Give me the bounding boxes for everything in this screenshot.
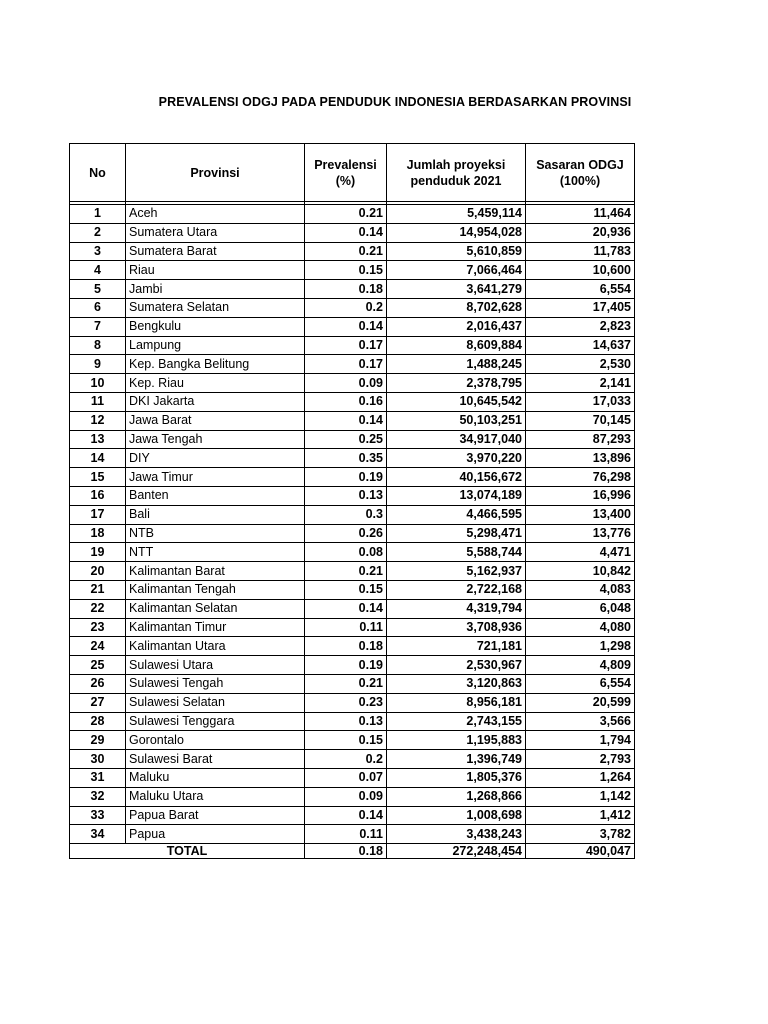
cell-sasaran: 4,471 bbox=[526, 543, 635, 562]
cell-jumlah: 1,488,245 bbox=[387, 355, 526, 374]
cell-jumlah: 1,008,698 bbox=[387, 806, 526, 825]
cell-sasaran: 6,048 bbox=[526, 599, 635, 618]
cell-no: 4 bbox=[70, 261, 126, 280]
table-row bbox=[70, 486, 635, 505]
cell-sasaran: 4,809 bbox=[526, 656, 635, 675]
cell-no: 27 bbox=[70, 693, 126, 712]
cell-no: 25 bbox=[70, 656, 126, 675]
header-sasaran bbox=[526, 144, 635, 202]
table-row bbox=[70, 787, 635, 806]
cell-no: 3 bbox=[70, 242, 126, 261]
table-row bbox=[70, 336, 635, 355]
cell-provinsi: Aceh bbox=[126, 205, 305, 224]
cell-jumlah: 4,466,595 bbox=[387, 505, 526, 524]
cell-jumlah: 2,016,437 bbox=[387, 317, 526, 336]
table-row bbox=[70, 505, 635, 524]
cell-prevalensi: 0.11 bbox=[305, 618, 387, 637]
cell-jumlah: 8,702,628 bbox=[387, 298, 526, 317]
cell-no: 9 bbox=[70, 355, 126, 374]
cell-no: 17 bbox=[70, 505, 126, 524]
cell-provinsi: Kalimantan Utara bbox=[126, 637, 305, 656]
table-row bbox=[70, 242, 635, 261]
table-row bbox=[70, 656, 635, 675]
cell-provinsi: Sumatera Selatan bbox=[126, 298, 305, 317]
cell-sasaran: 20,599 bbox=[526, 693, 635, 712]
cell-jumlah: 14,954,028 bbox=[387, 223, 526, 242]
cell-no: 30 bbox=[70, 750, 126, 769]
cell-no: 29 bbox=[70, 731, 126, 750]
table-row bbox=[70, 618, 635, 637]
cell-sasaran: 10,600 bbox=[526, 261, 635, 280]
total-prevalensi: 0.18 bbox=[305, 844, 387, 859]
cell-prevalensi: 0.21 bbox=[305, 562, 387, 581]
cell-no: 34 bbox=[70, 825, 126, 844]
cell-provinsi: Sumatera Utara bbox=[126, 223, 305, 242]
header-provinsi bbox=[126, 144, 305, 202]
table-row bbox=[70, 374, 635, 393]
cell-provinsi: Sulawesi Tengah bbox=[126, 674, 305, 693]
header-prevalensi-line2: (%) bbox=[335, 173, 356, 188]
cell-provinsi: Kalimantan Tengah bbox=[126, 580, 305, 599]
cell-prevalensi: 0.09 bbox=[305, 787, 387, 806]
cell-no: 21 bbox=[70, 580, 126, 599]
cell-prevalensi: 0.18 bbox=[305, 637, 387, 656]
cell-prevalensi: 0.17 bbox=[305, 355, 387, 374]
table-row bbox=[70, 674, 635, 693]
cell-provinsi: Papua Barat bbox=[126, 806, 305, 825]
cell-prevalensi: 0.17 bbox=[305, 336, 387, 355]
cell-sasaran: 16,996 bbox=[526, 486, 635, 505]
cell-provinsi: Sulawesi Barat bbox=[126, 750, 305, 769]
table-row bbox=[70, 317, 635, 336]
table-row bbox=[70, 468, 635, 487]
table-row bbox=[70, 449, 635, 468]
cell-jumlah: 3,970,220 bbox=[387, 449, 526, 468]
cell-prevalensi: 0.14 bbox=[305, 223, 387, 242]
cell-no: 6 bbox=[70, 298, 126, 317]
cell-jumlah: 3,438,243 bbox=[387, 825, 526, 844]
cell-jumlah: 5,588,744 bbox=[387, 543, 526, 562]
cell-no: 1 bbox=[70, 205, 126, 224]
table-row bbox=[70, 430, 635, 449]
cell-sasaran: 14,637 bbox=[526, 336, 635, 355]
cell-sasaran: 13,400 bbox=[526, 505, 635, 524]
table-row bbox=[70, 637, 635, 656]
table-row bbox=[70, 543, 635, 562]
table-row bbox=[70, 806, 635, 825]
header-jumlah bbox=[387, 144, 526, 202]
prevalence-table bbox=[69, 143, 635, 859]
cell-sasaran: 10,842 bbox=[526, 562, 635, 581]
cell-no: 20 bbox=[70, 562, 126, 581]
cell-sasaran: 2,530 bbox=[526, 355, 635, 374]
header-sasaran-line1: Sasaran ODGJ bbox=[536, 157, 624, 172]
cell-jumlah: 34,917,040 bbox=[387, 430, 526, 449]
cell-prevalensi: 0.11 bbox=[305, 825, 387, 844]
cell-sasaran: 20,936 bbox=[526, 223, 635, 242]
cell-provinsi: Jawa Timur bbox=[126, 468, 305, 487]
cell-jumlah: 4,319,794 bbox=[387, 599, 526, 618]
table-row bbox=[70, 562, 635, 581]
cell-prevalensi: 0.19 bbox=[305, 656, 387, 675]
cell-provinsi: Bengkulu bbox=[126, 317, 305, 336]
table-row bbox=[70, 825, 635, 844]
cell-no: 33 bbox=[70, 806, 126, 825]
cell-provinsi: DIY bbox=[126, 449, 305, 468]
cell-prevalensi: 0.25 bbox=[305, 430, 387, 449]
table-body bbox=[70, 202, 635, 844]
table-row bbox=[70, 599, 635, 618]
cell-sasaran: 1,794 bbox=[526, 731, 635, 750]
cell-jumlah: 5,162,937 bbox=[387, 562, 526, 581]
cell-prevalensi: 0.14 bbox=[305, 599, 387, 618]
header-jumlah-line2: penduduk 2021 bbox=[410, 173, 502, 188]
cell-jumlah: 5,298,471 bbox=[387, 524, 526, 543]
header-prevalensi-line1: Prevalensi bbox=[314, 157, 377, 172]
cell-provinsi: Sulawesi Utara bbox=[126, 656, 305, 675]
table-row bbox=[70, 392, 635, 411]
header-sasaran-line2: (100%) bbox=[559, 173, 601, 188]
cell-provinsi: Jambi bbox=[126, 280, 305, 299]
cell-sasaran: 2,793 bbox=[526, 750, 635, 769]
cell-sasaran: 4,080 bbox=[526, 618, 635, 637]
cell-prevalensi: 0.35 bbox=[305, 449, 387, 468]
table-row bbox=[70, 750, 635, 769]
cell-jumlah: 3,708,936 bbox=[387, 618, 526, 637]
cell-jumlah: 50,103,251 bbox=[387, 411, 526, 430]
header-jumlah-line1: Jumlah proyeksi bbox=[406, 157, 506, 172]
table-row bbox=[70, 768, 635, 787]
cell-provinsi: Maluku Utara bbox=[126, 787, 305, 806]
cell-provinsi: Kep. Riau bbox=[126, 374, 305, 393]
cell-jumlah: 5,459,114 bbox=[387, 205, 526, 224]
cell-prevalensi: 0.14 bbox=[305, 411, 387, 430]
cell-prevalensi: 0.19 bbox=[305, 468, 387, 487]
cell-jumlah: 3,641,279 bbox=[387, 280, 526, 299]
cell-prevalensi: 0.26 bbox=[305, 524, 387, 543]
cell-sasaran: 11,783 bbox=[526, 242, 635, 261]
cell-no: 11 bbox=[70, 392, 126, 411]
cell-prevalensi: 0.14 bbox=[305, 806, 387, 825]
cell-provinsi: Kalimantan Timur bbox=[126, 618, 305, 637]
cell-sasaran: 1,412 bbox=[526, 806, 635, 825]
cell-sasaran: 17,405 bbox=[526, 298, 635, 317]
cell-provinsi: Riau bbox=[126, 261, 305, 280]
total-label: TOTAL bbox=[70, 844, 305, 859]
cell-no: 24 bbox=[70, 637, 126, 656]
cell-sasaran: 1,142 bbox=[526, 787, 635, 806]
table-row bbox=[70, 693, 635, 712]
cell-provinsi: NTB bbox=[126, 524, 305, 543]
cell-provinsi: Jawa Barat bbox=[126, 411, 305, 430]
cell-jumlah: 1,805,376 bbox=[387, 768, 526, 787]
page-title: PREVALENSI ODGJ PADA PENDUDUK INDONESIA BERDASARKAN PROVINSI bbox=[158, 95, 632, 109]
header-provinsi-label: Provinsi bbox=[190, 165, 240, 180]
header-no bbox=[70, 144, 126, 202]
table-row bbox=[70, 223, 635, 242]
table-header bbox=[70, 144, 635, 202]
cell-jumlah: 10,645,542 bbox=[387, 392, 526, 411]
cell-sasaran: 17,033 bbox=[526, 392, 635, 411]
cell-prevalensi: 0.2 bbox=[305, 750, 387, 769]
cell-sasaran: 13,896 bbox=[526, 449, 635, 468]
cell-no: 14 bbox=[70, 449, 126, 468]
cell-sasaran: 4,083 bbox=[526, 580, 635, 599]
table-row bbox=[70, 731, 635, 750]
cell-provinsi: Lampung bbox=[126, 336, 305, 355]
cell-no: 23 bbox=[70, 618, 126, 637]
table-row bbox=[70, 524, 635, 543]
cell-prevalensi: 0.13 bbox=[305, 712, 387, 731]
cell-jumlah: 1,396,749 bbox=[387, 750, 526, 769]
cell-provinsi: Banten bbox=[126, 486, 305, 505]
cell-provinsi: Papua bbox=[126, 825, 305, 844]
total-row bbox=[70, 844, 635, 859]
cell-prevalensi: 0.15 bbox=[305, 261, 387, 280]
cell-sasaran: 11,464 bbox=[526, 205, 635, 224]
cell-provinsi: Jawa Tengah bbox=[126, 430, 305, 449]
cell-prevalensi: 0.13 bbox=[305, 486, 387, 505]
table-row bbox=[70, 712, 635, 731]
cell-sasaran: 13,776 bbox=[526, 524, 635, 543]
cell-provinsi: Gorontalo bbox=[126, 731, 305, 750]
cell-jumlah: 5,610,859 bbox=[387, 242, 526, 261]
table-row bbox=[70, 261, 635, 280]
cell-prevalensi: 0.09 bbox=[305, 374, 387, 393]
cell-prevalensi: 0.14 bbox=[305, 317, 387, 336]
cell-prevalensi: 0.08 bbox=[305, 543, 387, 562]
cell-no: 18 bbox=[70, 524, 126, 543]
cell-jumlah: 8,609,884 bbox=[387, 336, 526, 355]
cell-prevalensi: 0.23 bbox=[305, 693, 387, 712]
cell-prevalensi: 0.16 bbox=[305, 392, 387, 411]
cell-provinsi: DKI Jakarta bbox=[126, 392, 305, 411]
cell-prevalensi: 0.15 bbox=[305, 731, 387, 750]
cell-no: 19 bbox=[70, 543, 126, 562]
cell-provinsi: NTT bbox=[126, 543, 305, 562]
table-row bbox=[70, 298, 635, 317]
total-jumlah: 272,248,454 bbox=[387, 844, 526, 859]
cell-jumlah: 7,066,464 bbox=[387, 261, 526, 280]
cell-prevalensi: 0.18 bbox=[305, 280, 387, 299]
cell-no: 2 bbox=[70, 223, 126, 242]
cell-no: 8 bbox=[70, 336, 126, 355]
cell-provinsi: Kep. Bangka Belitung bbox=[126, 355, 305, 374]
header-prevalensi bbox=[305, 144, 387, 202]
cell-no: 22 bbox=[70, 599, 126, 618]
cell-prevalensi: 0.07 bbox=[305, 768, 387, 787]
cell-jumlah: 3,120,863 bbox=[387, 674, 526, 693]
cell-prevalensi: 0.2 bbox=[305, 298, 387, 317]
cell-no: 13 bbox=[70, 430, 126, 449]
cell-jumlah: 2,530,967 bbox=[387, 656, 526, 675]
total-sasaran: 490,047 bbox=[526, 844, 635, 859]
cell-jumlah: 8,956,181 bbox=[387, 693, 526, 712]
table-row bbox=[70, 411, 635, 430]
cell-jumlah: 2,743,155 bbox=[387, 712, 526, 731]
cell-provinsi: Kalimantan Selatan bbox=[126, 599, 305, 618]
table-row bbox=[70, 355, 635, 374]
cell-prevalensi: 0.21 bbox=[305, 674, 387, 693]
cell-sasaran: 76,298 bbox=[526, 468, 635, 487]
cell-no: 15 bbox=[70, 468, 126, 487]
cell-jumlah: 1,195,883 bbox=[387, 731, 526, 750]
cell-prevalensi: 0.21 bbox=[305, 205, 387, 224]
cell-no: 10 bbox=[70, 374, 126, 393]
cell-sasaran: 2,141 bbox=[526, 374, 635, 393]
cell-sasaran: 87,293 bbox=[526, 430, 635, 449]
cell-jumlah: 13,074,189 bbox=[387, 486, 526, 505]
cell-jumlah: 1,268,866 bbox=[387, 787, 526, 806]
cell-no: 5 bbox=[70, 280, 126, 299]
cell-provinsi: Maluku bbox=[126, 768, 305, 787]
table-row bbox=[70, 580, 635, 599]
table-row bbox=[70, 205, 635, 224]
cell-prevalensi: 0.3 bbox=[305, 505, 387, 524]
cell-sasaran: 3,782 bbox=[526, 825, 635, 844]
cell-sasaran: 1,298 bbox=[526, 637, 635, 656]
cell-sasaran: 2,823 bbox=[526, 317, 635, 336]
cell-no: 32 bbox=[70, 787, 126, 806]
header-no-label: No bbox=[89, 165, 106, 180]
cell-sasaran: 6,554 bbox=[526, 280, 635, 299]
cell-jumlah: 721,181 bbox=[387, 637, 526, 656]
table-row bbox=[70, 280, 635, 299]
cell-prevalensi: 0.21 bbox=[305, 242, 387, 261]
cell-no: 7 bbox=[70, 317, 126, 336]
cell-no: 16 bbox=[70, 486, 126, 505]
cell-prevalensi: 0.15 bbox=[305, 580, 387, 599]
cell-provinsi: Sulawesi Selatan bbox=[126, 693, 305, 712]
cell-provinsi: Sumatera Barat bbox=[126, 242, 305, 261]
cell-provinsi: Sulawesi Tenggara bbox=[126, 712, 305, 731]
cell-no: 26 bbox=[70, 674, 126, 693]
cell-provinsi: Kalimantan Barat bbox=[126, 562, 305, 581]
cell-sasaran: 3,566 bbox=[526, 712, 635, 731]
cell-provinsi: Bali bbox=[126, 505, 305, 524]
cell-sasaran: 6,554 bbox=[526, 674, 635, 693]
cell-sasaran: 70,145 bbox=[526, 411, 635, 430]
cell-no: 12 bbox=[70, 411, 126, 430]
cell-jumlah: 2,722,168 bbox=[387, 580, 526, 599]
cell-no: 28 bbox=[70, 712, 126, 731]
cell-no: 31 bbox=[70, 768, 126, 787]
cell-sasaran: 1,264 bbox=[526, 768, 635, 787]
cell-jumlah: 40,156,672 bbox=[387, 468, 526, 487]
cell-jumlah: 2,378,795 bbox=[387, 374, 526, 393]
